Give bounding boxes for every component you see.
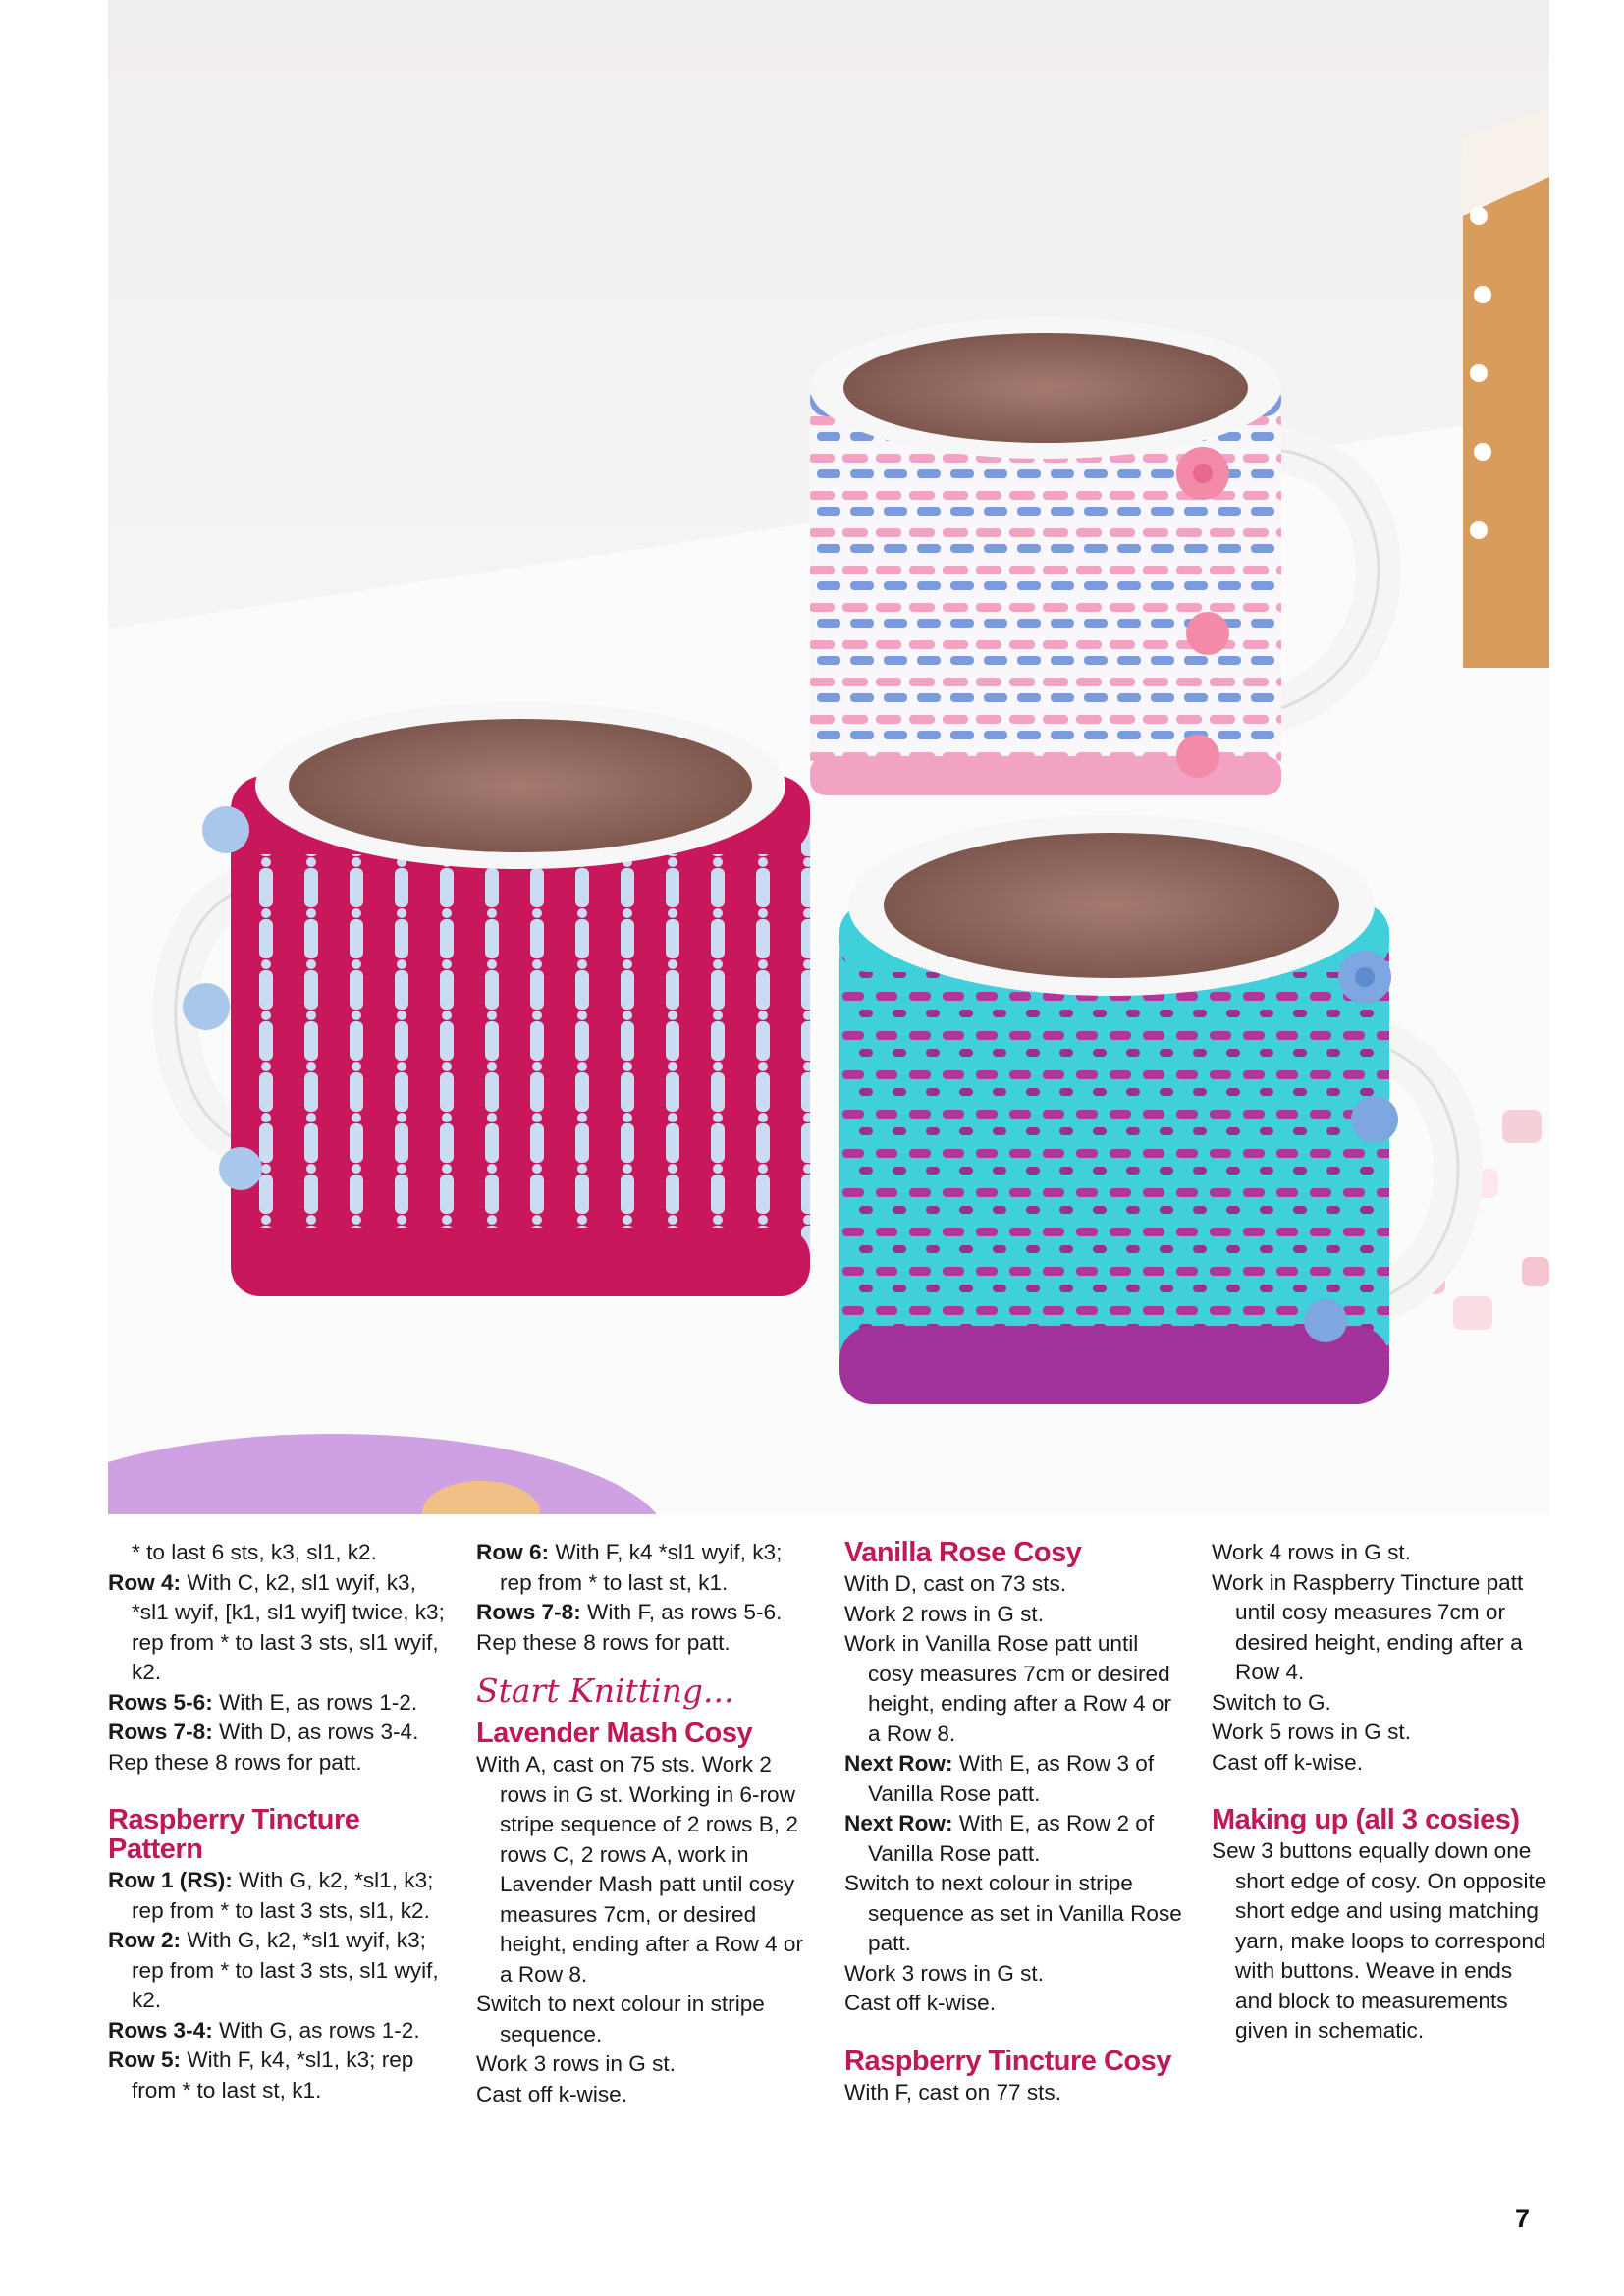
text-line: Work 5 rows in G st. — [1212, 1720, 1411, 1744]
text-line: Rep these 8 rows for patt. — [476, 1629, 731, 1655]
page-number: 7 — [1514, 2204, 1530, 2233]
text-line: With A, cast on 75 sts. Work 2 rows in G st. Working in 6-row stripe sequence of 2 rows B, 2 rows C, 2 rows A, work in Lavender Mash patt until cosy measures 7cm, or desired height, ending after a Row 4 or a Row 8. — [476, 1752, 803, 1987]
column-2 — [476, 1538, 820, 2109]
text-line: Row 2: With G, k2, *sl1 wyif, k3; rep from * to last 3 sts, sl1 wyif, k2. — [108, 1928, 439, 2012]
text-line: Switch to G. — [1212, 1689, 1331, 1715]
text-line: Switch to next colour in stripe sequence as set in Vanilla Rose patt. — [844, 1871, 1182, 1955]
section-heading: Raspberry Tincture Pattern — [108, 1804, 360, 1865]
text-line: Row 4: With C, k2, sl1 wyif, k3, *sl1 wyif, [k1, sl1 wyif] twice, k3; rep from * to last 3 sts, sl1 wyif, k2. — [108, 1569, 445, 1684]
pattern-text — [108, 1538, 1549, 2166]
text-line: Cast off k-wise. — [476, 2081, 628, 2106]
text-line: Work in Vanilla Rose patt until cosy measures 7cm or desired height, ending after a Row 4 or a Row 8. — [844, 1631, 1171, 1746]
text-line: Rows 5-6: With E, as rows 1-2. — [108, 1689, 418, 1715]
section-heading: Lavender Mash Cosy — [476, 1718, 753, 1749]
text-line: Work 3 rows in G st. — [844, 1960, 1044, 1986]
hero-photo — [108, 0, 1549, 1514]
text-line: Switch to next colour in stripe sequence. — [476, 1992, 765, 2047]
text-line: Rep these 8 rows for patt. — [108, 1749, 362, 1775]
text-line: Row 1 (RS): With G, k2, *sl1, k3; rep from * to last 3 sts, sl1, k2. — [108, 1868, 434, 1923]
text-line: Work 4 rows in G st. — [1212, 1540, 1411, 1564]
text-line: Rows 3-4: With G, as rows 1-2. — [108, 2017, 420, 2043]
text-line: With D, cast on 73 sts. — [844, 1571, 1067, 1596]
text-line: Work 2 rows in G st. — [844, 1601, 1044, 1626]
text-line: Next Row: With E, as Row 2 of Vanilla Rose patt. — [844, 1811, 1155, 1866]
text-line: Sew 3 buttons equally down one short edge of cosy. On opposite short edge and using matching yarn, make loops to correspond with buttons. Weave in ends and block to measurements given in schematic. — [1212, 1838, 1547, 2043]
section-heading: Making up (all 3 cosies) — [1212, 1804, 1520, 1835]
text-line: Next Row: With E, as Row 3 of Vanilla Rose patt. — [844, 1751, 1155, 1806]
text-line: * to last 6 sts, k3, sl1, k2. — [132, 1540, 377, 1564]
text-line: Row 5: With F, k4, *sl1, k3; rep from * to last st, k1. — [108, 2048, 414, 2103]
text-line: Rows 7-8: With D, as rows 3-4. — [108, 1720, 419, 1744]
column-4 — [1212, 1538, 1555, 2047]
text-line: Rows 7-8: With F, as rows 5-6. — [476, 1600, 783, 1624]
column-1 — [108, 1538, 452, 2105]
text-line: Cast off k-wise. — [844, 1991, 997, 2015]
start-knitting-heading: Start Knitting... — [476, 1671, 734, 1710]
text-line: Cast off k-wise. — [1212, 1749, 1364, 1775]
text-line: Row 6: With F, k4 *sl1 wyif, k3; rep from * to last st, k1. — [476, 1540, 783, 1595]
text-line: Work in Raspberry Tincture patt until cosy measures 7cm or desired height, ending after a Row 4. — [1212, 1569, 1524, 1684]
section-heading: Vanilla Rose Cosy — [844, 1537, 1082, 1568]
text-line: Work 3 rows in G st. — [476, 2051, 676, 2076]
column-3 — [844, 1538, 1188, 2107]
text-line: With F, cast on 77 sts. — [844, 2079, 1061, 2105]
section-heading: Raspberry Tincture Cosy — [844, 2045, 1171, 2077]
